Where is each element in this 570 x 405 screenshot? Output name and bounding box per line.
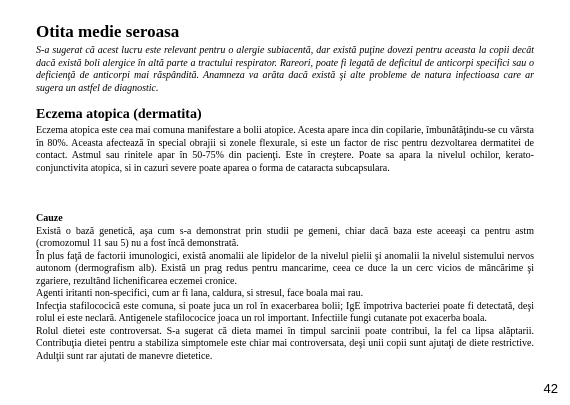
section-heading: Eczema atopica (dermatita) (36, 107, 202, 122)
causes-heading: Cauze (36, 213, 63, 224)
intro-paragraph: S-a sugerat că acest lucru este relevant pentru o alergie subiacentă, dar există puţine dovezi pentru aceasta la copii decât dacă există boli alergice în altă parte a tractului respirator. Rareori, poate fi legată de deficitul de anticorpi specifici sau o deficienţă de anticorpi mai răspândită. Anamneza va arăta dacă există şi alte probleme de natura infectioasa care ar sugera un astfel de diagnostic. (36, 45, 534, 94)
section-paragraph: Eczema atopica este cea mai comuna manifestare a bolii atopice. Acesta apare inca din copilarie, îmbunătăţindu-se cu vârsta în 80%. Aceasta afectează în special obrajii si zonele flexurale, si este un factor de risc pentru dezvoltarea dermatitei de contact. Astmul sau rinitele apar în 50-75% din pacienţi. Este în creştere. Poate sa apara la nivelul ochilor, kerato-conjunctivita atopica, si in cazuri severe poate aparea o forma de cataracta subcapsulara. (36, 125, 534, 174)
cause-paragraph: În plus faţă de factorii imunologici, există anomalii ale lipidelor de la nivelul pielii şi anomalii la nivelul sistemului nervos autonom (dermografism alb). Există un prag redus pentru mancarime, ceea ce duce la un cerc vicios de mâncărime şi zgariere, rezultând lichenificarea eczemei cronice. (36, 250, 534, 287)
cause-paragraph: Agenti iritanti non-specifici, cum ar fi lana, caldura, si stresul, face boala mai rau. (36, 288, 364, 299)
cause-paragraph: Infecţia stafilococică este comuna, si poate juca un rol în exacerbarea bolii; IgE împotriva bacteriei poate fi detectată, deşi rolul ei este neclară. Antigenele stafilococice joaca un rol important. Infectiile fungi cutanate pot exacerba boala. (36, 300, 534, 324)
causes-section (36, 213, 534, 363)
eczema-section (36, 107, 534, 175)
cause-paragraph: Există o bază genetică, aşa cum s-a demonstrat prin studii pe gemeni, chiar dacă baza este aceeaşi ca pentru astm (cromozomul 11 sau 5) nu a fost încă demonstrată. (36, 225, 534, 249)
intro-block (36, 45, 534, 95)
page-title: Otita medie seroasa (36, 22, 180, 41)
cause-paragraph: Rolul dietei este controversat. S-a sugerat că dieta mamei în timpul sarcinii poate contribui, la fel ca lipsa alăptarii. Contribuţia dietei pentru a stabiliza simptomele este chiar mai controversata, deşi unii copii sunt ajutaţi de diete restrictive. Adulţii sunt rar ajutati de manevre dietetice. (36, 325, 534, 362)
page-number: 42 (543, 381, 558, 396)
